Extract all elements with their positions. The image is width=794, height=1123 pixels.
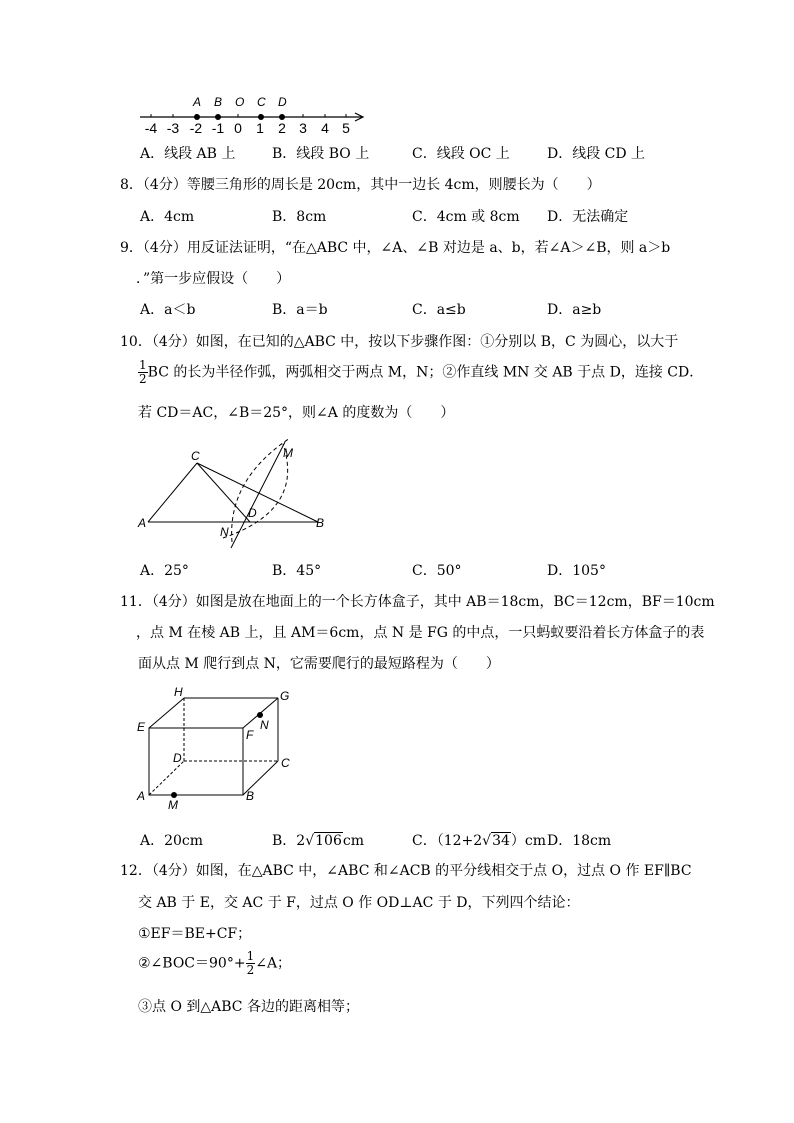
q11-option-a[interactable]: A．20cm [140,833,204,849]
q10-option-b[interactable]: B．45° [272,563,322,579]
q8-stem: 8．（4分）等腰三角形的周长是 20cm，其中一边长 4cm，则腰长为（ ） [120,177,601,193]
q9-option-c[interactable]: C．a≤b [412,302,466,318]
q11-stem-line3: 面从点 M 爬行到点 N，它需要爬行的最短路程为（ ） [138,656,500,672]
label-d: D [248,506,257,520]
point-label-b: B [214,95,223,109]
q11-stem-line1: 11．（4分）如图是放在地面上的一个长方体盒子，其中 AB＝18cm，BC＝12cm，BF＝10cm [120,594,715,610]
point-label-a: A [193,95,202,109]
q12-conclusion-2: ②∠BOC＝90°+ $\frac{1}{2}$ ∠A； [138,949,292,977]
q9-option-d[interactable]: D．a≥b [547,302,602,318]
segment-ac [148,463,197,522]
label-b: B [246,789,255,803]
segment-cd [197,463,250,522]
q12-stem-line1: 12．（4分）如图，在△ABC 中，∠ABC 和∠ACB 的平分线相交于点 O，过点 O 作 EF∥BC [120,863,692,879]
q7-option-c[interactable]: C．线段 OC 上 [412,146,510,162]
q8-option-c[interactable]: C．4cm 或 8cm [412,209,520,225]
q10-stem-line3: 若 CD＝AC，∠B＝25°，则∠A 的度数为（ ） [138,405,455,421]
q10-stem-line2-text: BC 的长为半径作弧，两弧相交于两点 M，N；②作直线 MN 交 AB 于点 D，连接 CD． [147,364,704,381]
label-a: A [137,789,146,803]
tick-label: 2 [278,120,286,136]
q7-option-b[interactable]: B．线段 BO 上 [272,146,370,162]
tick-label: 0 [234,120,242,136]
fraction-one-half: $\frac{1}{2}$ [139,358,147,386]
tick-label: -4 [144,120,158,136]
q7-option-a[interactable]: A．线段 AB 上 [140,146,236,162]
label-d: D [173,751,182,765]
tick-label: 1 [256,120,264,136]
label-m: M [283,446,293,460]
label-c: C [281,756,290,770]
tick-label: -2 [189,120,203,136]
point-label-o: O [235,95,245,109]
q9-stem-line2: ．”第一步应假设（ ） [136,271,291,287]
label-e: E [137,720,146,734]
segment-cb [197,463,318,522]
q12-conclusion-3: ③点 O 到△ABC 各边的距离相等； [138,999,359,1015]
q11-stem-line2: ，点 M 在棱 AB 上，且 AM＝6cm，点 N 是 FG 的中点，一只蚂蚁要沿着长方体盒子的表 [136,625,705,641]
q11-option-c[interactable]: C．（12+2√34）cm [412,833,547,849]
tick-label: 3 [299,120,307,136]
tick-label: -3 [166,120,180,136]
q10-option-d[interactable]: D．105° [547,563,606,579]
q12-stem-line2: 交 AB 于 E，交 AC 于 F，过点 O 作 OD⊥AC 于 D，下列四个结论： [138,895,580,911]
tick-label: 5 [342,120,350,136]
point-label-d: D [278,95,287,109]
q8-option-a[interactable]: A．4cm [140,209,195,225]
q12-conclusion-1: ①EF＝BE+CF； [138,926,252,942]
q11-option-d[interactable]: D．18cm [547,833,612,849]
q8-option-d[interactable]: D．无法确定 [547,209,629,225]
q11-box-figure [133,683,303,813]
q10-stem-line2 [138,359,703,386]
q8-option-b[interactable]: B．8cm [272,209,327,225]
label-m: M [168,798,178,812]
q9-option-a[interactable]: A．a＜b [140,302,196,318]
q9-option-b[interactable]: B．a＝b [272,302,328,318]
q10-triangle-figure [135,430,335,555]
label-h: H [174,685,183,699]
label-f: F [246,728,254,742]
label-g: G [280,689,290,703]
tick-label: 4 [321,120,329,136]
label-b: B [316,516,325,530]
q7-option-d[interactable]: D．线段 CD 上 [547,146,646,162]
label-n: N [260,718,269,732]
q9-stem-line1: 9．（4分）用反证法证明，“在△ABC 中，∠A、∠B 对边是 a、b，若∠A＞∠B，则 a＞b [120,240,671,256]
q10-option-a[interactable]: A．25° [140,563,189,579]
label-a: A [138,516,147,530]
number-line-figure [130,90,375,138]
q11-option-b[interactable]: B．2√106cm [272,833,364,849]
label-n: N [220,525,229,539]
point-label-c: C [257,95,266,109]
tick-label: -1 [211,120,225,136]
q10-option-c[interactable]: C．50° [412,563,462,579]
label-c: C [191,449,200,463]
q10-stem-line1: 10．（4分）如图，在已知的△ABC 中，按以下步骤作图：①分别以 B，C 为圆心，以大于 [120,334,679,350]
